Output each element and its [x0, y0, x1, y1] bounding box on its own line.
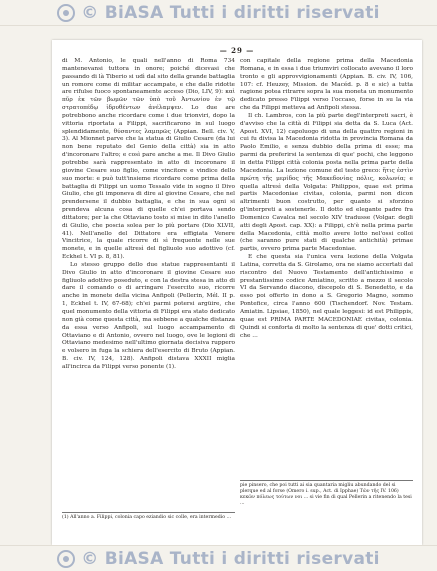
- paragraph: con capitale della regione prima della Macedonia Romana, e in essa i due triumviri collocato avevano il loro tronto e gli approvvigionamenti (Appian. B. civ. IV, 106, 107: cf. Heuzey, Mission. de Macéd. p. 8 e sic) a tutta ragione potea ritrarre sopra la sua moneta un monumento dedicato presso Filippi verso l'occaso, forse in su la via che da Filippi metteva ad Anfipoli stessa.: [240, 58, 413, 112]
- watermark-banner-bottom: [0, 545, 437, 571]
- footnote: pie pinsero, che poi tutti ai sia quantaria migliu abundando del si plerque ed al forse (Omero i. sup., Act. di Ipphae) Τῶν τῆς IV. 106) κεκῶν πόλεως τούτων νοι ... si vie fin di qual Pellerin a ritenendo la tesi ...: [240, 480, 413, 507]
- scanned-page: [52, 40, 422, 545]
- paragraph: Lo stesso gruppo dello due statue rappresentanti il Divo Giulio in atto d'incoronare il giovine Cesare suo figliuolo adottivo poseduto, e con la destra stesa in atto di dare il comando o di arringare l'esercito suo, ricorre anche in monete della vicina Anfipoli (Pellerin, Mél. II p. 1, Eckhel t. IV, 67-68); ch'ei parmi potersi argüire, che quel monumento della vittoria di Filippi era stato dedicato non già come questa città, ma sebbene a qualche distanza da essa verso Anfipoli, sul luogo accampamento di Ottaviano e di Antonio, ovvero nel luogo, ove le legioni di Ottaviano medesimo nell'ultimo giornata decisiva ruppero e volsero in fuga la schiera dell'esercito di Bruto (Appian. B. civ. IV, 124, 128). Anfipoli distava XXXII miglia all'incirca da Filippi verso ponente (1).: [62, 261, 235, 370]
- footnote: (1) All'anno a. Filippi, colonia capo eziandio sic colle, era intermedio ...: [62, 512, 235, 521]
- page-number: — 29 —: [219, 46, 255, 55]
- paragraph: di M. Antonio, le quali nell'anno di Roma 734 mantenevansi tuttora in onore; poiché dicevasi che passando di là Tiberio si udì dal sito della grande battaglia un romore come di militar accampate, e che dalle ridotte are rifulse fuoco spontaneamente acceso (Dio, LIV, 9): καὶ πῦρ ἐκ τῶν βωμῶν τῶν ὑπὸ τοῦ Ἀντωνίου ἐν τῷ στρατοπέδῳ ἱδρυθέντων ἀνέλαμψεν. Lo due are potrebbono anche ricordare come i due trionviri, dopo la vittoria riportata a Filippi, sacrificarono in sul luogo splendidamente, θύσαντες λαμπρῶς (Appian. Bell. civ. V, 3). Al Mionnet parve che la statua di Giulio Cesare (da lui non bene reputato del Genio della città) sia in atto d'incoronare l'altro; e così pare anche a me. Il Divo Giulio potrebbe sarà rappresentato in atto di incoronare il giovine Cesare suo figlio, come vincitore e vindice dello suo morte: e può tutt'insieme ricordare come prima della battaglia di Filippi un uomo Tessalo vide in sogno il Divo Giulio, che gli imponeva di dire al giovine Cesare, che nel prendersene il dubbio battaglia, e che in sua ogni si prendeva alcuna cosa di quelle ch'ei portava sendo dittatore; per la che Ottaviano tosto si mise in dito l'anello di Giulio, che poscia solea per lo più portare (Dio XLVII, 41). Nell'anello del Dittatore era effigiata Venere Vincitrice, la quale ricorre di sì frequente nelle sue monete, e in quelle altresì del figliuolo suo adottivo (cf. Eckhel t. VI p. 8, 81).: [62, 58, 235, 261]
- left-column: [62, 58, 235, 513]
- watermark-banner-top: [0, 0, 437, 26]
- paragraph: Il ch. Lambros, con la più parte degl'interpreti sacri, è d'avviso che la città di Filippi sia detta da S. Luca (Act. Apost. XVI, 12) capoluogo di una della quattro regioni in cui fu divisa la Macedonia ridotta in provincia Romana da Paolo Emilio, e senza dubbio della prima di esse; ma parmi da preferirsi la sentenza di que' pochi, che leggono in detta Filippi città colonia posta nella prima parte della Macedonia. La lezione comune del testo greco: ἥτις ἐστὶν πρώτη τῆς μερίδος τῆς Μακεδονίας πόλις, κολωνία; e quella altresì della Volgata: Philippos, quae est prima partis Macedoniae civitas, colonia, parmi non dicon altrimenti buon costrutto, per quanto si sforzino gl'interpreti a sostenerle. Il dotto ed elegante padre fra Domenico Cavalca nel secolo XIV tradusse (Volgar. degli atti degli Apost. cap. XX): a Filippi, ch'è nella prima parte della Macedonia, città molto avere lotto nel'ossi colloi (che saranno pure stati di qualche antichità) primae partis, ovvero prima parte Macedoniae.: [240, 112, 413, 253]
- paragraph: E che questa sia l'unica vera lezione della Volgata Latina, corretta da S. Girolamo, ora ne siamo accertati dal riscontro del Nuovo Testamento dell'antichissimo e prestantissimo codice Amiatino, scritto a mezzo il secolo VI da Servando diacono, discepolo di S. Benedetto, e da esso poi offerto in dono a S. Gregorio Magno, sommo Pontefice, circa l'anno 600 (Tischendorf. Nov. Testam. Amiatin. Lipsiae, 1850), nel quale leggesi: id est Philippis, quae est PRIMA PARTE MACEDONIAE civitas, colonia. Quindi si conforta di molto la sentenza di que' dotti critici, che ...: [240, 254, 413, 339]
- watermark-text: © BiASA Tutti i diritti riservati: [81, 548, 380, 569]
- right-column: [240, 58, 413, 478]
- watermark-text: © BiASA Tutti i diritti riservati: [81, 2, 380, 23]
- biasa-logo-icon: [57, 4, 75, 22]
- biasa-logo-icon: [57, 550, 75, 568]
